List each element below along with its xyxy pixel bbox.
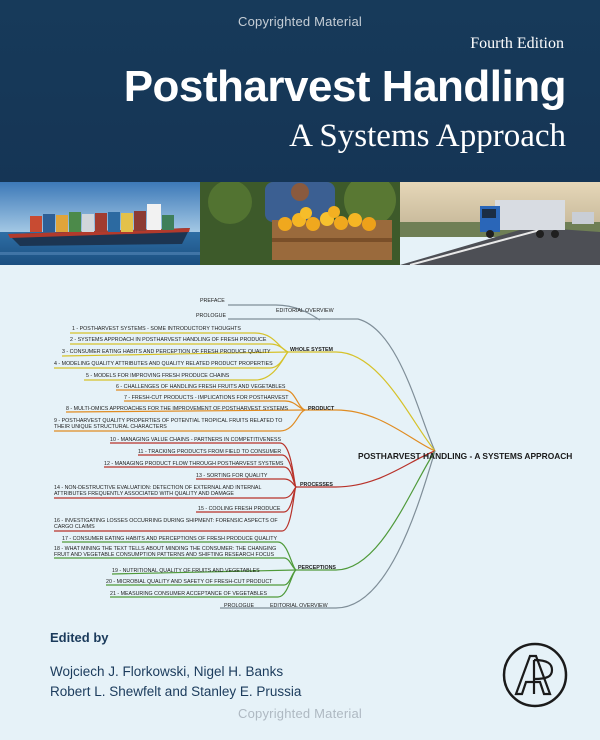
node-prologue-bottom: PROLOGUE <box>224 603 255 609</box>
chapter-20: 20 - MICROBIAL QUALITY AND SAFETY OF FRESH-CUT PRODUCT <box>106 579 273 585</box>
chapter-15: 15 - COOLING FRESH PRODUCE <box>198 506 281 512</box>
mind-map-center-title: POSTHARVEST HANDLING - A SYSTEMS APPROACH <box>358 451 573 461</box>
chapter-2: 2 - SYSTEMS APPROACH IN POSTHARVEST HANDLING OF FRESH PRODUCE <box>70 337 267 343</box>
truck-photo <box>400 182 600 265</box>
chapter-16: 16 - INVESTIGATING LOSSES OCCURRING DURING SHIPMENT: FORENSIC ASPECTS OF CARGO CLAIMS <box>54 518 278 530</box>
chapter-3: 3 - CONSUMER EATING HABITS AND PERCEPTION OF FRESH PRODUCE QUALITY <box>62 349 271 355</box>
branch-whole-system: WHOLE SYSTEM <box>290 347 333 353</box>
node-editorial-bottom: EDITORIAL OVERVIEW <box>270 603 328 609</box>
oranges-crate-photo <box>200 182 400 265</box>
chapter-8: 8 - MULTI-OMICS APPROACHES FOR THE IMPROVEMENT OF POSTHARVEST SYSTEMS <box>66 406 289 412</box>
chapter-12: 12 - MANAGING PRODUCT FLOW THROUGH POSTHARVEST SYSTEMS <box>104 461 284 467</box>
node-preface: PREFACE <box>200 298 225 304</box>
watermark-bottom: Copyrighted Material <box>238 706 362 721</box>
branch-perceptions: PERCEPTIONS <box>298 565 336 571</box>
chapter-9: 9 - POSTHARVEST QUALITY PROPERTIES OF POTENTIAL TROPICAL FRUITS RELATED TO THEIR UNIQUE STRUCTURAL CHARACTERS <box>54 418 283 430</box>
branch-processes: PROCESSES <box>300 482 333 488</box>
chapter-13: 13 - SORTING FOR QUALITY <box>196 473 268 479</box>
chapter-7: 7 - FRESH-CUT PRODUCTS - IMPLICATIONS FOR POSTHARVEST <box>124 395 289 401</box>
edition-label: Fourth Edition <box>470 35 564 52</box>
chapter-11: 11 - TRACKING PRODUCTS FROM FIELD TO CONSUMER <box>138 449 282 455</box>
chapter-5: 5 - MODELS FOR IMPROVING FRESH PRODUCE CHAINS <box>86 373 230 379</box>
chapter-6: 6 - CHALLENGES OF HANDLING FRESH FRUITS AND VEGETABLES <box>116 384 286 390</box>
chapter-14: 14 - NON-DESTRUCTIVE EVALUATION: DETECTION OF EXTERNAL AND INTERNAL ATTRIBUTES FREQUENTLY ASSOCIATED WITH QUALITY AND DAMAGE <box>54 485 262 497</box>
chapter-18: 18 - WHAT MINING THE TEXT TELLS ABOUT MINDING THE CONSUMER: THE CHANGING FRUIT AND VEGETABLE CONSUMPTION PATTERNS AND SHIFTING RESEARCH FOCUS <box>54 546 277 558</box>
chapter-21: 21 - MEASURING CONSUMER ACCEPTANCE OF VEGETABLES <box>110 591 267 597</box>
edited-by-label: Edited by <box>50 630 109 645</box>
node-prologue-top: PROLOGUE <box>196 313 227 319</box>
watermark-top: Copyrighted Material <box>238 14 362 29</box>
container-ship-photo <box>0 182 200 265</box>
editors-line-2: Robert L. Shewfelt and Stanley E. Prussia <box>50 684 302 699</box>
editors-line-1: Wojciech J. Florkowski, Nigel H. Banks <box>50 664 284 679</box>
chapter-1: 1 - POSTHARVEST SYSTEMS - SOME INTRODUCTORY THOUGHTS <box>72 326 241 332</box>
branch-product: PRODUCT <box>308 406 335 412</box>
academic-press-logo <box>502 642 568 708</box>
chapter-4: 4 - MODELING QUALITY ATTRIBUTES AND QUALITY RELATED PRODUCT PROPERTIES <box>54 361 273 367</box>
book-subtitle: A Systems Approach <box>289 118 566 154</box>
book-title: Postharvest Handling <box>123 62 566 111</box>
chapter-17: 17 - CONSUMER EATING HABITS AND PERCEPTIONS OF FRESH PRODUCE QUALITY <box>62 536 278 542</box>
node-editorial-top: EDITORIAL OVERVIEW <box>276 308 334 314</box>
chapter-19: 19 - NUTRITIONAL QUALITY OF FRUITS AND VEGETABLES <box>112 568 260 574</box>
cover-header <box>0 0 600 182</box>
chapter-10: 10 - MANAGING VALUE CHAINS - PARTNERS IN COMPETITIVENESS <box>110 437 282 443</box>
